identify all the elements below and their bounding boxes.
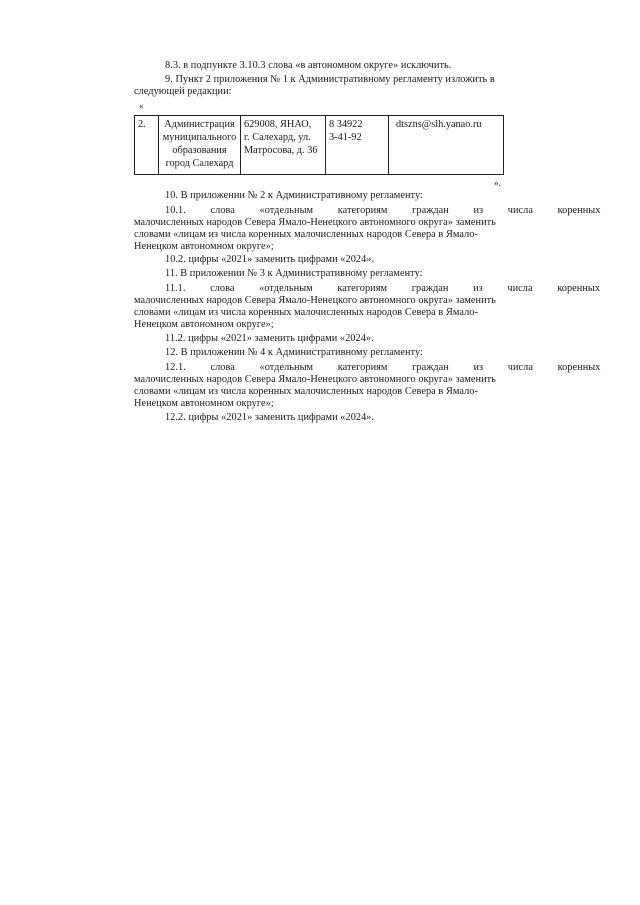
phone-line: 3-41-92 [329, 132, 362, 143]
address-line: Матросова, д. 36 [244, 145, 318, 156]
paragraph-12: 12. В приложении № 4 к Административному регламенту: [165, 347, 423, 358]
organization-line: образования [172, 145, 227, 156]
paragraph-10-1-line-3: словами «лицам из числа коренных малочисленных народов Севера в Ямало- [134, 229, 478, 240]
contacts-table [134, 115, 504, 175]
open-quote-mark: « [139, 101, 144, 111]
table-cell-address [241, 116, 326, 174]
table-cell-number [135, 116, 159, 174]
paragraph-10-1-line-4: Ненецком автономном округе»; [134, 241, 274, 252]
address-line: г. Салехард, ул. [244, 132, 311, 143]
paragraph-9-line-2: следующей редакции: [134, 86, 232, 97]
paragraph-9-text: 9. Пункт 2 приложения № 1 к Административному регламенту изложить в [165, 74, 495, 85]
organization-line: муниципального [162, 132, 237, 143]
paragraph-9-line-1 [165, 74, 540, 86]
table-cell-organization [159, 116, 241, 174]
paragraph-10-1-line-1 [165, 205, 601, 217]
paragraph-11-1-line-1 [165, 283, 600, 295]
paragraph-10-1-text: 10.1. слова «отдельным категориям граждан из числа коренных [165, 205, 601, 216]
paragraph-12-2: 12.2. цифры «2021» заменить цифрами «2024». [165, 412, 375, 423]
organization-line: Администрация [164, 119, 235, 130]
table-cell-phone [326, 116, 389, 174]
paragraph-12-1-text: 12.1. слова «отдельным категориям граждан из числа коренных [165, 362, 601, 373]
organization-line: город Салехард [165, 158, 234, 169]
paragraph-11-2: 11.2. цифры «2021» заменить цифрами «2024». [165, 333, 374, 344]
close-quote-mark: ». [494, 178, 501, 188]
paragraph-11-1-text: 11.1. слова «отдельным категориям граждан из числа коренных [165, 283, 601, 294]
paragraph-11-1-line-2: малочисленных народов Севера Ямало-Ненецкого автономного округа» заменить [134, 295, 496, 306]
paragraph-12-1-line-2: малочисленных народов Севера Ямало-Ненецкого автономного округа» заменить [134, 374, 496, 385]
phone-line: 8 34922 [329, 119, 363, 130]
paragraph-11-1-line-4: Ненецком автономном округе»; [134, 319, 274, 330]
paragraph-11-1-line-3: словами «лицам из числа коренных малочисленных народов Севера в Ямало- [134, 307, 478, 318]
paragraph-10: 10. В приложении № 2 к Административному регламенту: [165, 190, 423, 201]
paragraph-11: 11. В приложении № 3 к Административному регламенту: [165, 268, 423, 279]
paragraph-12-1-line-4: Ненецком автономном округе»; [134, 398, 274, 409]
address-line: 629008, ЯНАО, [244, 119, 312, 130]
paragraph-12-1-line-1 [165, 362, 600, 374]
table-cell-email [389, 116, 504, 174]
paragraph-12-1-line-3: словами «лицам из числа коренных малочисленных народов Севера в Ямало- [134, 386, 478, 397]
paragraph-8-3: 8.3. в подпункте 3.10.3 слова «в автономном округе» исключить. [165, 60, 452, 71]
row-number: 2. [138, 119, 146, 130]
paragraph-10-2: 10.2. цифры «2021» заменить цифрами «2024». [165, 254, 375, 265]
paragraph-10-1-line-2: малочисленных народов Севера Ямало-Ненецкого автономного округа» заменить [134, 217, 496, 228]
email-address: dtszns@slh.yanao.ru [396, 119, 482, 130]
